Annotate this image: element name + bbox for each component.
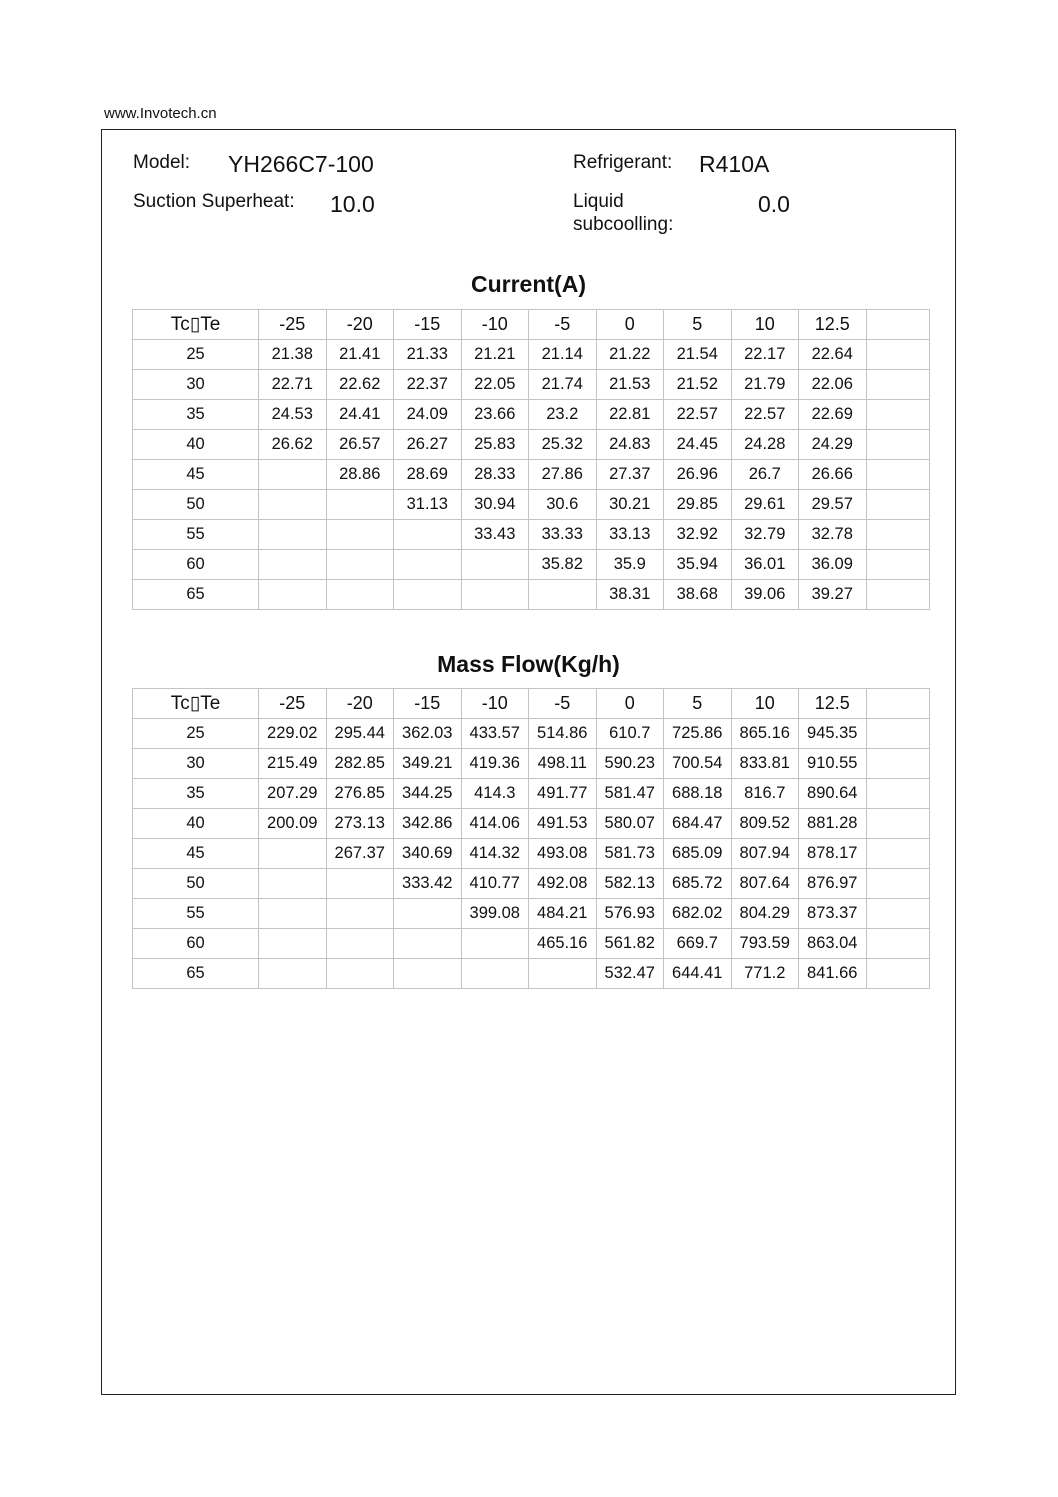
table-cell [866, 460, 929, 490]
table-cell: 21.53 [596, 370, 664, 400]
table-cell: 35.82 [529, 550, 597, 580]
refrigerant-value: R410A [699, 151, 770, 177]
table-cell [866, 779, 929, 809]
table-cell [326, 580, 394, 610]
table-cell: 21.52 [664, 370, 732, 400]
table-cell: 945.35 [799, 719, 867, 749]
table-cell [326, 929, 394, 959]
table-cell: 35.9 [596, 550, 664, 580]
table-cell: 491.77 [529, 779, 597, 809]
current-table [132, 309, 930, 610]
column-header: -15 [394, 689, 462, 719]
table-cell: 29.85 [664, 490, 732, 520]
table-cell [259, 520, 327, 550]
table-cell: 215.49 [259, 749, 327, 779]
row-header: 55 [133, 899, 259, 929]
table-cell: 807.64 [731, 869, 799, 899]
table-cell: 610.7 [596, 719, 664, 749]
subcooling-label-line1: Liquid [573, 191, 624, 212]
table-cell: 414.32 [461, 839, 529, 869]
row-header: 30 [133, 370, 259, 400]
table-cell: 22.62 [326, 370, 394, 400]
table-cell: 36.01 [731, 550, 799, 580]
column-header: -20 [326, 689, 394, 719]
table-cell: 881.28 [799, 809, 867, 839]
table-cell: 581.73 [596, 839, 664, 869]
table-cell: 493.08 [529, 839, 597, 869]
table-cell: 31.13 [394, 490, 462, 520]
table-cell: 700.54 [664, 749, 732, 779]
table-cell: 21.14 [529, 340, 597, 370]
table-row [133, 869, 930, 899]
table-cell: 865.16 [731, 719, 799, 749]
table-cell [326, 959, 394, 989]
table-cell [866, 959, 929, 989]
table-cell [866, 839, 929, 869]
table-cell: 22.64 [799, 340, 867, 370]
table-cell: 30.94 [461, 490, 529, 520]
table-row [133, 580, 930, 610]
table-cell: 22.57 [731, 400, 799, 430]
table-cell: 682.02 [664, 899, 732, 929]
table-cell: 809.52 [731, 809, 799, 839]
superheat-label: Suction Superheat: [133, 191, 295, 212]
table-cell: 39.27 [799, 580, 867, 610]
column-header: -20 [326, 310, 394, 340]
table-row [133, 340, 930, 370]
table-cell [259, 460, 327, 490]
column-header: 0 [596, 689, 664, 719]
table-cell: 39.06 [731, 580, 799, 610]
table-cell: 771.2 [731, 959, 799, 989]
table-cell [529, 580, 597, 610]
table-cell: 414.06 [461, 809, 529, 839]
column-header: -10 [461, 310, 529, 340]
table-cell: 410.77 [461, 869, 529, 899]
table-cell: 26.62 [259, 430, 327, 460]
table-cell: 24.45 [664, 430, 732, 460]
table-cell: 21.79 [731, 370, 799, 400]
table-cell: 344.25 [394, 779, 462, 809]
table-header-row [133, 689, 930, 719]
column-header: 5 [664, 310, 732, 340]
row-header: 60 [133, 550, 259, 580]
table-cell: 21.74 [529, 370, 597, 400]
row-header: 45 [133, 839, 259, 869]
row-header: 40 [133, 809, 259, 839]
column-header: 10 [731, 689, 799, 719]
table-row [133, 839, 930, 869]
model-value: YH266C7-100 [228, 151, 374, 177]
table-cell: 22.05 [461, 370, 529, 400]
table-cell [394, 550, 462, 580]
table-cell: 273.13 [326, 809, 394, 839]
table-cell [866, 490, 929, 520]
table-cell: 22.06 [799, 370, 867, 400]
table-cell: 22.37 [394, 370, 462, 400]
table-cell: 200.09 [259, 809, 327, 839]
table-cell: 25.32 [529, 430, 597, 460]
corner-cell: Tc▯Te [133, 689, 259, 719]
table-cell: 26.27 [394, 430, 462, 460]
table-cell: 465.16 [529, 929, 597, 959]
table-cell: 24.28 [731, 430, 799, 460]
column-header: 12.5 [799, 310, 867, 340]
table-cell [394, 580, 462, 610]
column-header: -5 [529, 310, 597, 340]
table-cell: 24.29 [799, 430, 867, 460]
column-header: -25 [259, 310, 327, 340]
table-cell [259, 899, 327, 929]
model-label: Model: [133, 152, 191, 173]
table-cell [866, 580, 929, 610]
column-header: 12.5 [799, 689, 867, 719]
table-cell: 725.86 [664, 719, 732, 749]
table-cell: 793.59 [731, 929, 799, 959]
table-cell: 492.08 [529, 869, 597, 899]
table-cell: 878.17 [799, 839, 867, 869]
table-cell: 33.33 [529, 520, 597, 550]
column-header [866, 689, 929, 719]
table-cell: 27.86 [529, 460, 597, 490]
row-header: 65 [133, 580, 259, 610]
table-cell: 433.57 [461, 719, 529, 749]
row-header: 25 [133, 719, 259, 749]
row-header: 50 [133, 869, 259, 899]
table-cell [866, 370, 929, 400]
table-cell: 276.85 [326, 779, 394, 809]
table-row [133, 719, 930, 749]
table-cell: 28.69 [394, 460, 462, 490]
table-cell [461, 580, 529, 610]
table-cell [866, 400, 929, 430]
table-cell: 24.83 [596, 430, 664, 460]
massflow-table [132, 688, 930, 989]
table-row [133, 959, 930, 989]
table-cell [866, 869, 929, 899]
table-cell: 22.17 [731, 340, 799, 370]
table-cell [394, 899, 462, 929]
table-cell: 38.31 [596, 580, 664, 610]
table-cell: 21.41 [326, 340, 394, 370]
table-cell: 36.09 [799, 550, 867, 580]
table-cell: 491.53 [529, 809, 597, 839]
row-header: 35 [133, 400, 259, 430]
table-cell: 863.04 [799, 929, 867, 959]
table-cell: 414.3 [461, 779, 529, 809]
table-cell: 30.21 [596, 490, 664, 520]
table-cell: 669.7 [664, 929, 732, 959]
table-cell: 33.43 [461, 520, 529, 550]
table-cell: 807.94 [731, 839, 799, 869]
datasheet-frame [101, 129, 956, 1395]
table-cell: 24.41 [326, 400, 394, 430]
row-header: 35 [133, 779, 259, 809]
table-cell: 35.94 [664, 550, 732, 580]
subcooling-label-line2: subcoolling: [573, 214, 674, 235]
column-header: -15 [394, 310, 462, 340]
table-cell [259, 929, 327, 959]
table-cell: 342.86 [394, 809, 462, 839]
table-cell [394, 959, 462, 989]
subcooling-value: 0.0 [758, 191, 790, 217]
table-header-row [133, 310, 930, 340]
table-cell: 22.71 [259, 370, 327, 400]
table-cell: 29.57 [799, 490, 867, 520]
table-cell: 873.37 [799, 899, 867, 929]
table-cell [394, 520, 462, 550]
table-cell [461, 929, 529, 959]
table-cell [529, 959, 597, 989]
table-row [133, 430, 930, 460]
table-cell: 32.79 [731, 520, 799, 550]
table-cell: 29.61 [731, 490, 799, 520]
table-row [133, 749, 930, 779]
row-header: 40 [133, 430, 259, 460]
table-row [133, 370, 930, 400]
table-cell: 229.02 [259, 719, 327, 749]
table-cell: 27.37 [596, 460, 664, 490]
table-cell: 910.55 [799, 749, 867, 779]
table-cell [259, 869, 327, 899]
table-cell [866, 929, 929, 959]
table-cell: 295.44 [326, 719, 394, 749]
table-cell: 804.29 [731, 899, 799, 929]
table-cell: 333.42 [394, 869, 462, 899]
row-header: 50 [133, 490, 259, 520]
table-cell: 688.18 [664, 779, 732, 809]
table-cell [259, 580, 327, 610]
table-cell [866, 430, 929, 460]
table-cell: 685.09 [664, 839, 732, 869]
table-cell: 21.33 [394, 340, 462, 370]
table-cell: 349.21 [394, 749, 462, 779]
table-cell: 833.81 [731, 749, 799, 779]
table-cell: 419.36 [461, 749, 529, 779]
row-header: 60 [133, 929, 259, 959]
table-cell: 644.41 [664, 959, 732, 989]
superheat-value: 10.0 [330, 191, 375, 217]
corner-cell: Tc▯Te [133, 310, 259, 340]
column-header: 0 [596, 310, 664, 340]
table-cell [259, 839, 327, 869]
table-cell: 581.47 [596, 779, 664, 809]
table-cell: 22.57 [664, 400, 732, 430]
column-header [866, 310, 929, 340]
table-cell: 576.93 [596, 899, 664, 929]
table-cell [866, 550, 929, 580]
row-header: 55 [133, 520, 259, 550]
table-cell: 362.03 [394, 719, 462, 749]
table-cell: 26.96 [664, 460, 732, 490]
table-cell: 207.29 [259, 779, 327, 809]
table-cell [326, 869, 394, 899]
table-cell [326, 490, 394, 520]
table-cell: 684.47 [664, 809, 732, 839]
table-row [133, 520, 930, 550]
table-cell [259, 490, 327, 520]
column-header: -25 [259, 689, 327, 719]
table-cell [866, 809, 929, 839]
table-cell: 22.69 [799, 400, 867, 430]
table-cell: 685.72 [664, 869, 732, 899]
table-cell: 484.21 [529, 899, 597, 929]
table-cell: 21.22 [596, 340, 664, 370]
table-row [133, 809, 930, 839]
table-row [133, 400, 930, 430]
table-cell: 26.7 [731, 460, 799, 490]
row-header: 45 [133, 460, 259, 490]
row-header: 30 [133, 749, 259, 779]
table-cell [326, 899, 394, 929]
table-cell [461, 959, 529, 989]
column-header: 5 [664, 689, 732, 719]
table-cell: 23.66 [461, 400, 529, 430]
table-cell: 841.66 [799, 959, 867, 989]
table-cell: 514.86 [529, 719, 597, 749]
table-cell: 582.13 [596, 869, 664, 899]
table-cell [461, 550, 529, 580]
table-cell [866, 899, 929, 929]
table-cell: 532.47 [596, 959, 664, 989]
table-cell [866, 520, 929, 550]
table-cell [326, 550, 394, 580]
table-cell: 590.23 [596, 749, 664, 779]
table-cell [866, 719, 929, 749]
table-cell: 816.7 [731, 779, 799, 809]
table-cell [866, 340, 929, 370]
table-cell: 32.78 [799, 520, 867, 550]
table-cell: 25.83 [461, 430, 529, 460]
table-row [133, 929, 930, 959]
current-table-title: Current(A) [471, 271, 586, 297]
column-header: 10 [731, 310, 799, 340]
table-cell: 890.64 [799, 779, 867, 809]
table-cell: 21.54 [664, 340, 732, 370]
table-row [133, 460, 930, 490]
column-header: -5 [529, 689, 597, 719]
table-cell: 28.33 [461, 460, 529, 490]
table-cell: 22.81 [596, 400, 664, 430]
table-cell: 30.6 [529, 490, 597, 520]
table-cell: 24.09 [394, 400, 462, 430]
table-cell: 340.69 [394, 839, 462, 869]
table-cell: 23.2 [529, 400, 597, 430]
column-header: -10 [461, 689, 529, 719]
row-header: 65 [133, 959, 259, 989]
table-cell: 282.85 [326, 749, 394, 779]
row-header: 25 [133, 340, 259, 370]
table-cell: 38.68 [664, 580, 732, 610]
table-cell: 26.57 [326, 430, 394, 460]
table-cell: 21.21 [461, 340, 529, 370]
table-cell: 399.08 [461, 899, 529, 929]
table-row [133, 899, 930, 929]
table-cell: 876.97 [799, 869, 867, 899]
refrigerant-label: Refrigerant: [573, 152, 673, 173]
table-cell: 561.82 [596, 929, 664, 959]
table-cell [866, 749, 929, 779]
table-row [133, 490, 930, 520]
table-cell [259, 550, 327, 580]
table-cell [394, 929, 462, 959]
table-cell: 26.66 [799, 460, 867, 490]
table-cell: 267.37 [326, 839, 394, 869]
table-cell: 21.38 [259, 340, 327, 370]
table-row [133, 779, 930, 809]
table-cell: 24.53 [259, 400, 327, 430]
table-cell: 498.11 [529, 749, 597, 779]
massflow-table-title: Mass Flow(Kg/h) [437, 651, 620, 677]
table-cell: 32.92 [664, 520, 732, 550]
table-cell: 580.07 [596, 809, 664, 839]
table-cell [259, 959, 327, 989]
table-row [133, 550, 930, 580]
table-cell: 28.86 [326, 460, 394, 490]
site-url: www.Invotech.cn [104, 105, 217, 122]
table-cell [326, 520, 394, 550]
table-cell: 33.13 [596, 520, 664, 550]
